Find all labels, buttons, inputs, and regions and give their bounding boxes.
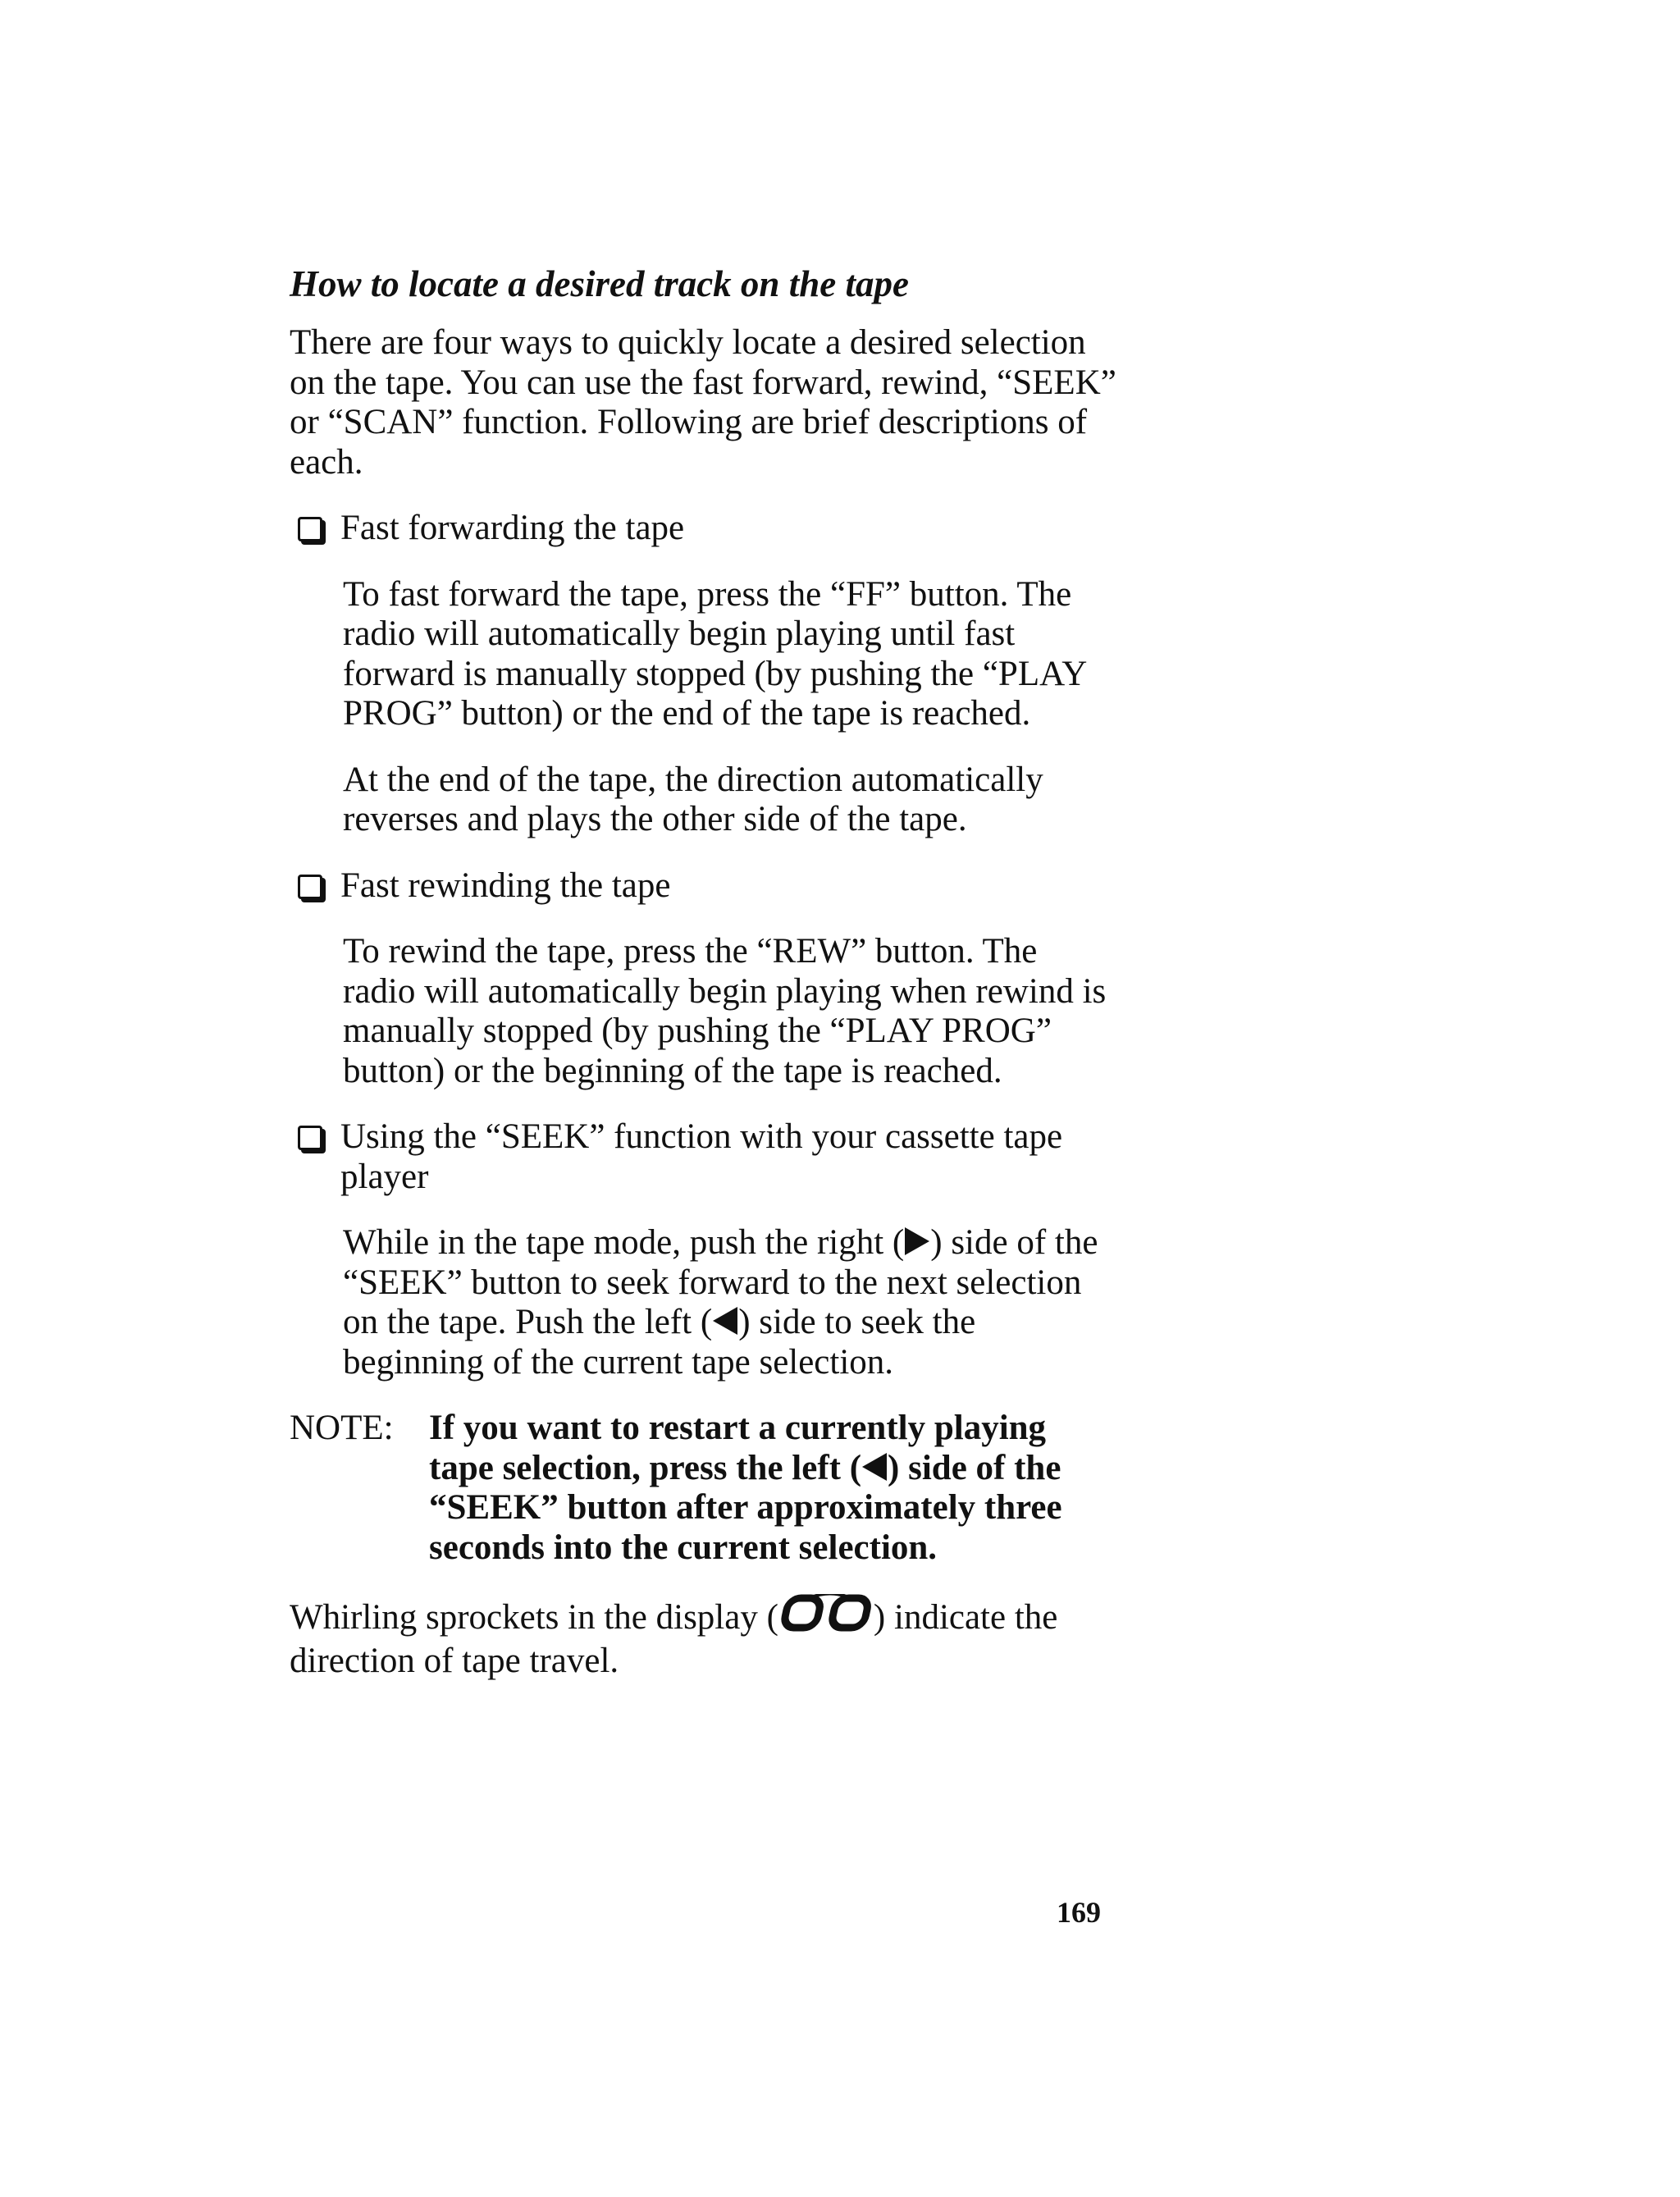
bullet-seek (290, 1117, 1118, 1197)
right-arrow-icon (905, 1227, 929, 1255)
intro-paragraph: There are four ways to quickly locate a desired selection on the tape. You can use the fast forward, rewind, “SEEK” or “SCAN” function. Following are brief descriptions of each. (290, 323, 1116, 482)
text-fragment: ) side to seek the beginning of the current tape selection. (343, 1303, 976, 1382)
text-fragment: If you want to restart a currently playing tape selection, press the left ( (429, 1409, 1047, 1487)
page-number: 169 (1057, 1896, 1101, 1929)
manual-page (290, 261, 1118, 1707)
bullet-rewind (290, 866, 1118, 907)
fast-forward-paragraph: To fast forward the tape, press the “FF” button. The radio will automatically begin playing until fast forward is manually stopped (by pushing the “PLAY PROG” button) or the end of the tape is reached. (343, 574, 1086, 733)
note-label: NOTE: (290, 1409, 394, 1447)
closing-paragraph (290, 1594, 1118, 1681)
text-fragment: ) indicate the direction of tape travel. (290, 1598, 1058, 1680)
left-arrow-icon (713, 1307, 737, 1335)
seek-paragraph (343, 1223, 1118, 1382)
note-block (290, 1409, 1118, 1568)
sprocket-icon (778, 1594, 874, 1642)
left-arrow-icon (862, 1453, 887, 1481)
bullet-title: Using the “SEEK” function with your cassette tape player (340, 1117, 1063, 1196)
checkbox-icon (298, 517, 322, 541)
text-fragment: Whirling sprockets in the display ( (290, 1598, 778, 1637)
end-of-tape-paragraph: At the end of the tape, the direction automatically reverses and plays the other side of the tape. (343, 760, 1043, 838)
text-fragment: ) side of the “SEEK” button to seek forward to the next selection on the tape. Push the left ( (343, 1223, 1098, 1341)
checkbox-icon (298, 875, 322, 899)
section-heading: How to locate a desired track on the tape (290, 263, 909, 304)
text-fragment: While in the tape mode, push the right ( (343, 1223, 905, 1262)
bullet-fast-forward (290, 509, 1118, 549)
bullet-title: Fast rewinding the tape (340, 866, 671, 905)
checkbox-icon (298, 1126, 322, 1150)
rewind-paragraph: To rewind the tape, press the “REW” button. The radio will automatically begin playing when rewind is manually stopped (by pushing the “PLAY PROG” button) or the beginning of the tape is reached. (343, 932, 1107, 1090)
text-fragment: ) side of the “SEEK” button after approximately three seconds into the current selection. (429, 1448, 1062, 1567)
note-body (429, 1409, 1118, 1568)
bullet-title: Fast forwarding the tape (340, 509, 685, 547)
